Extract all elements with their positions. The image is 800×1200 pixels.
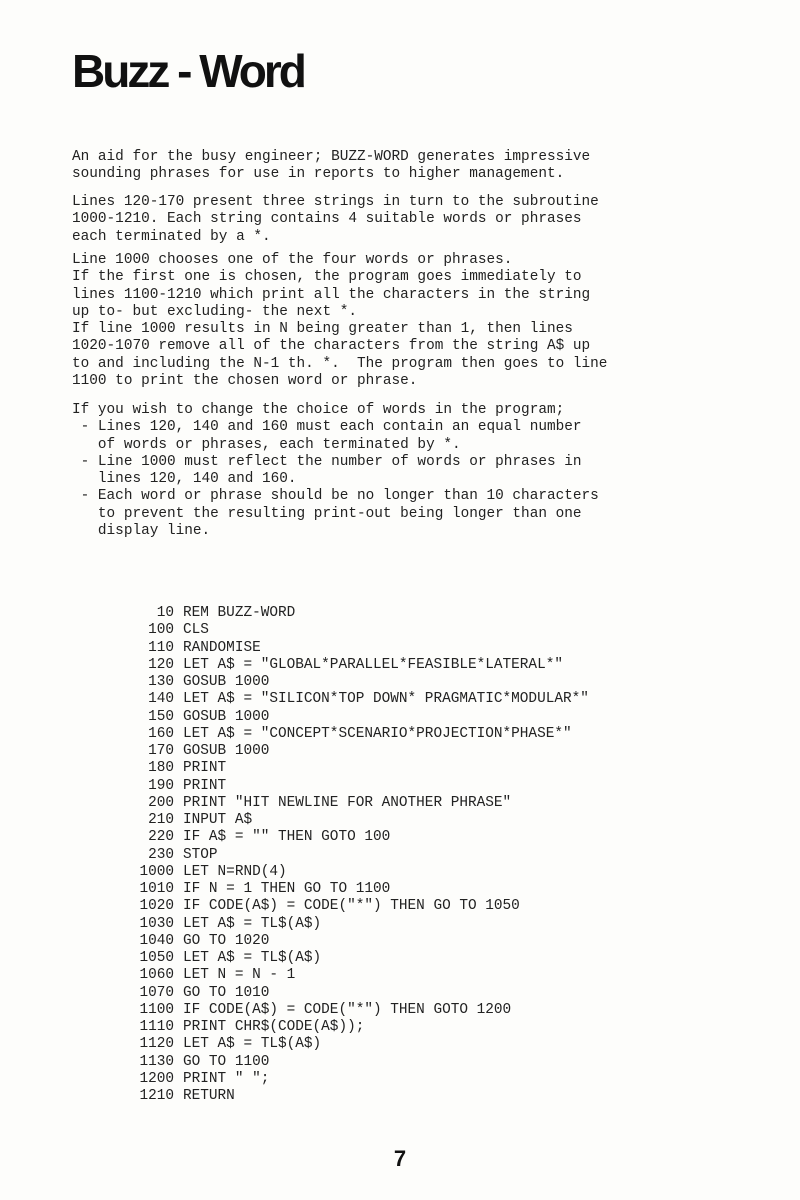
line-number: 140 — [148, 691, 174, 708]
listing-line — [128, 605, 589, 622]
line-number: 120 — [148, 656, 174, 673]
listing-line — [128, 881, 589, 898]
page-number: 7 — [393, 1146, 407, 1171]
listing-line — [128, 760, 589, 777]
basic-statement: PRINT " "; — [183, 1070, 270, 1087]
listing-line — [128, 778, 589, 795]
line-number: 1060 — [139, 967, 174, 984]
listing-line — [128, 1054, 589, 1071]
line-number: 190 — [148, 777, 174, 794]
basic-statement: LET A$ = TL$(A$) — [183, 915, 322, 932]
basic-statement: RANDOMISE — [183, 639, 261, 656]
basic-statement: IF A$ = "" THEN GOTO 100 — [183, 829, 391, 846]
line-number: 150 — [148, 708, 174, 725]
line-number: 230 — [148, 846, 174, 863]
line-number: 180 — [148, 760, 174, 777]
line-number: 220 — [148, 829, 174, 846]
listing-line — [128, 985, 589, 1002]
line-number: 210 — [148, 812, 174, 828]
basic-statement: PRINT — [183, 777, 227, 794]
line-number: 10 — [156, 605, 174, 621]
basic-statement: RETURN — [183, 1088, 235, 1104]
line-number: 170 — [148, 743, 174, 759]
listing-line — [128, 1088, 589, 1105]
listing-line — [128, 933, 589, 950]
listing-line — [128, 812, 589, 829]
line-number: 1210 — [139, 1088, 174, 1104]
line-number: 1020 — [139, 898, 174, 915]
subroutine-explanation-paragraph: Line 1000 chooses one of the four words or phrases. If the first one is chosen, the program goes immediately to lines 1100-1210 which print all the characters in the string up to- but excluding- the next *. If line 1000 results in N being greater than 1, then lines 1020-1070 remove all of the characters from the string A$ up to and including the N-1 th. *. The program then goes to line 1100 to print the chosen word or phrase. — [72, 252, 608, 390]
listing-line — [128, 726, 589, 743]
line-number: 1040 — [139, 932, 174, 949]
line-number: 1030 — [139, 915, 174, 932]
line-number: 1010 — [139, 881, 174, 897]
line-number: 1110 — [139, 1019, 174, 1035]
basic-statement: REM BUZZ-WORD — [183, 605, 296, 621]
listing-line — [128, 847, 589, 864]
basic-statement: LET N = N - 1 — [183, 967, 296, 984]
listing-line — [128, 709, 589, 726]
basic-statement: GO TO 1010 — [183, 984, 270, 1001]
listing-line — [128, 967, 589, 984]
basic-statement: GOSUB 1000 — [183, 743, 270, 759]
basic-statement: PRINT "HIT NEWLINE FOR ANOTHER PHRASE" — [183, 794, 512, 811]
listing-line — [128, 622, 589, 639]
basic-statement: PRINT CHR$(CODE(A$)); — [183, 1019, 365, 1035]
listing-line — [128, 864, 589, 881]
basic-statement: STOP — [183, 846, 218, 863]
line-number: 160 — [148, 725, 174, 742]
program-listing — [128, 605, 589, 1105]
basic-statement: INPUT A$ — [183, 812, 253, 828]
line-number: 110 — [148, 639, 174, 656]
basic-statement: LET N=RND(4) — [183, 863, 287, 880]
listing-line — [128, 743, 589, 760]
basic-statement: LET A$ = TL$(A$) — [183, 950, 322, 966]
listing-line — [128, 916, 589, 933]
line-number: 1070 — [139, 984, 174, 1001]
line-number: 1120 — [139, 1036, 174, 1053]
line-number: 1200 — [139, 1070, 174, 1087]
listing-line — [128, 1019, 589, 1036]
listing-line — [128, 640, 589, 657]
listing-line — [128, 829, 589, 846]
line-number: 1050 — [139, 950, 174, 966]
listing-line — [128, 657, 589, 674]
line-number: 1100 — [139, 1001, 174, 1018]
line-number: 200 — [148, 794, 174, 811]
page-title: Buzz - Word — [72, 45, 304, 97]
listing-line — [128, 1071, 589, 1088]
basic-statement: GO TO 1020 — [183, 932, 270, 949]
basic-statement: LET A$ = "GLOBAL*PARALLEL*FEASIBLE*LATERAL*" — [183, 656, 563, 673]
basic-statement: PRINT — [183, 760, 227, 777]
basic-statement: GOSUB 1000 — [183, 708, 270, 725]
listing-line — [128, 1036, 589, 1053]
basic-statement: LET A$ = "SILICON*TOP DOWN* PRAGMATIC*MODULAR*" — [183, 691, 589, 708]
line-number: 1130 — [139, 1053, 174, 1070]
basic-statement: GOSUB 1000 — [183, 674, 270, 690]
line-number: 100 — [148, 622, 174, 639]
basic-statement: IF CODE(A$) = CODE("*") THEN GO TO 1050 — [183, 898, 520, 915]
basic-statement: IF N = 1 THEN GO TO 1100 — [183, 881, 391, 897]
basic-statement: GO TO 1100 — [183, 1053, 270, 1070]
basic-statement: LET A$ = "CONCEPT*SCENARIO*PROJECTION*PHASE*" — [183, 725, 572, 742]
listing-line — [128, 691, 589, 708]
intro-paragraph: An aid for the busy engineer; BUZZ-WORD generates impressive sounding phrases for use in reports to higher management. — [72, 149, 591, 183]
listing-line — [128, 898, 589, 915]
listing-line — [128, 674, 589, 691]
basic-statement: IF CODE(A$) = CODE("*") THEN GOTO 1200 — [183, 1001, 512, 1018]
line-number: 130 — [148, 674, 174, 690]
basic-statement: LET A$ = TL$(A$) — [183, 1036, 322, 1053]
listing-line — [128, 1002, 589, 1019]
basic-statement: CLS — [183, 622, 209, 639]
lines-description-paragraph: Lines 120-170 present three strings in turn to the subroutine 1000-1210. Each string contains 4 suitable words or phrases each terminated by a *. — [72, 194, 599, 245]
listing-line — [128, 795, 589, 812]
customisation-notes-paragraph: If you wish to change the choice of words in the program; - Lines 120, 140 and 160 must each contain an equal number of words or phrases, each terminated by *. - Line 1000 must reflect the number of words or phrases in lines 120, 140 and 160. - Each word or phrase should be no longer than 10 characters to prevent the resulting print-out being longer than one display line. — [72, 402, 599, 540]
listing-line — [128, 950, 589, 967]
line-number: 1000 — [139, 863, 174, 880]
